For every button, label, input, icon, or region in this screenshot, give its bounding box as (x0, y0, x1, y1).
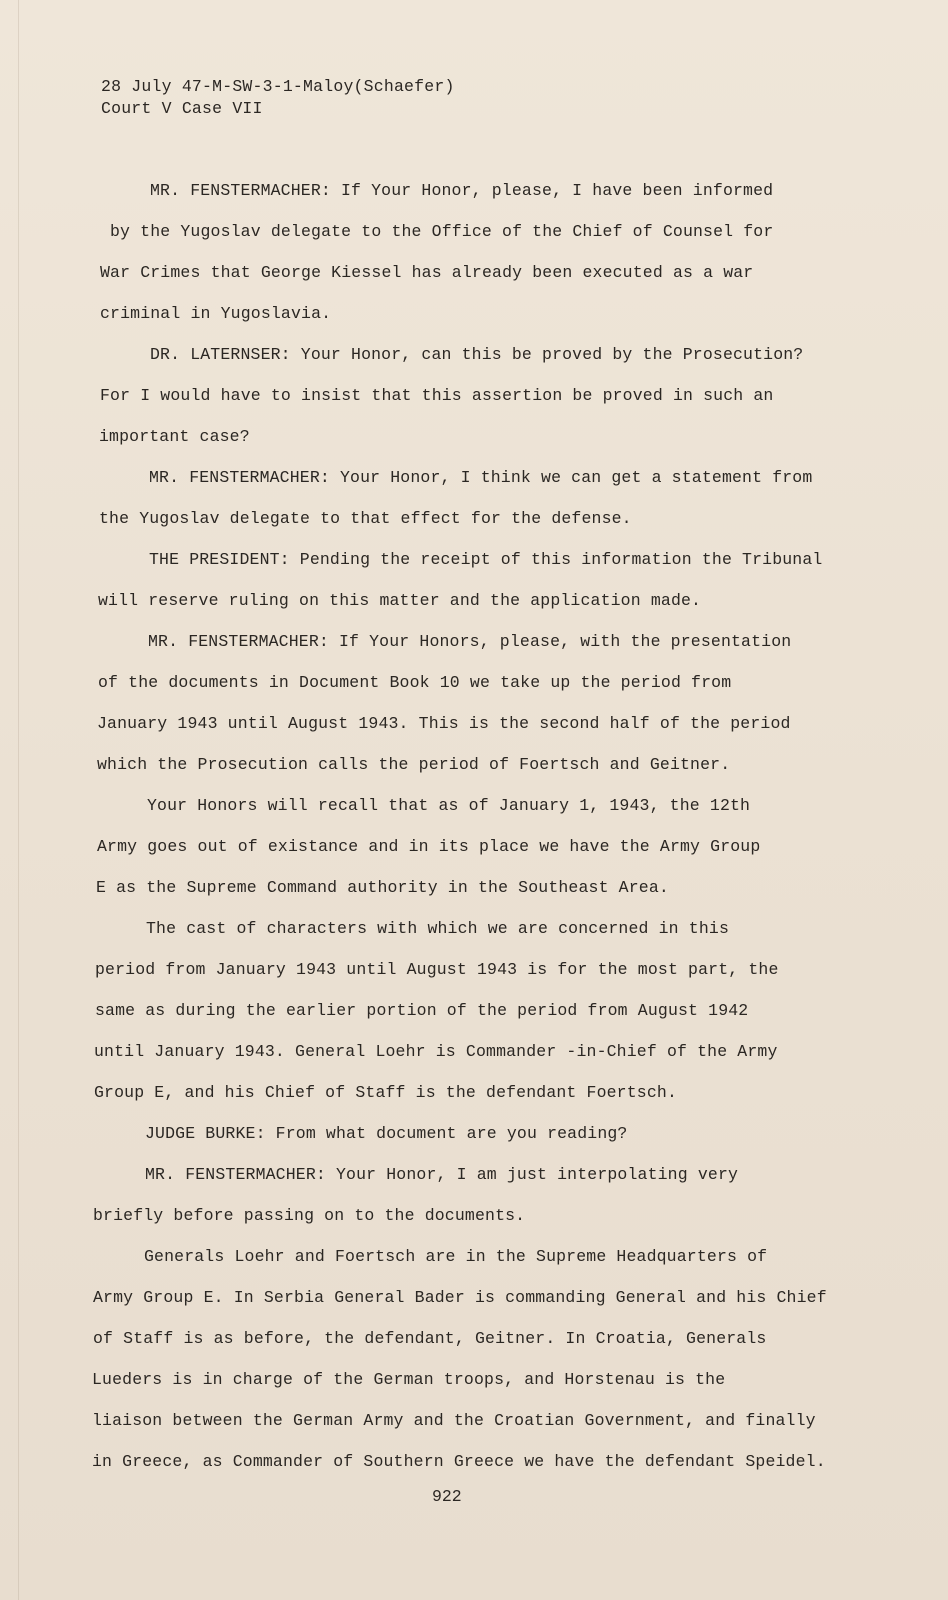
transcript-line: the Yugoslav delegate to that effect for the defense. (99, 509, 632, 528)
transcript-line: briefly before passing on to the documents. (93, 1206, 526, 1225)
transcript-line: liaison between the German Army and the Croatian Government, and finally (92, 1411, 816, 1430)
transcript-line: in Greece, as Commander of Southern Greece we have the defendant Speidel. (92, 1452, 826, 1471)
transcript-line: important case? (99, 427, 250, 446)
transcript-line: until January 1943. General Loehr is Commander -in-Chief of the Army (94, 1042, 778, 1061)
transcript-line: will reserve ruling on this matter and the application made. (98, 591, 702, 610)
transcript-line: Army Group E. In Serbia General Bader is commanding General and his Chief (93, 1288, 827, 1307)
transcript-line: of Staff is as before, the defendant, Geitner. In Croatia, Generals (93, 1329, 767, 1348)
transcript-line: Group E, and his Chief of Staff is the defendant Foertsch. (94, 1083, 677, 1102)
transcript-line: period from January 1943 until August 1943 is for the most part, the (95, 960, 779, 979)
transcript-line: which the Prosecution calls the period of Foertsch and Geitner. (97, 755, 731, 774)
transcript-line: Your Honors will recall that as of January 1, 1943, the 12th (147, 796, 751, 815)
transcript-line: MR. FENSTERMACHER: If Your Honors, please, with the presentation (148, 632, 792, 651)
transcript-line: January 1943 until August 1943. This is the second half of the period (97, 714, 791, 733)
transcript-line: of the documents in Document Book 10 we take up the period from (98, 673, 732, 692)
transcript-line: MR. FENSTERMACHER: If Your Honor, please, I have been informed (150, 181, 774, 200)
transcript-line: Army goes out of existance and in its place we have the Army Group (97, 837, 761, 856)
transcript-line: E as the Supreme Command authority in the Southeast Area. (96, 878, 669, 897)
transcript-line: For I would have to insist that this assertion be proved in such an (100, 386, 774, 405)
transcript-line: Lueders is in charge of the German troops, and Horstenau is the (92, 1370, 726, 1389)
transcript-line: criminal in Yugoslavia. (100, 304, 332, 323)
transcript-line: War Crimes that George Kiessel has already been executed as a war (100, 263, 754, 282)
header-court-case: Court V Case VII (101, 99, 263, 118)
transcript-line: same as during the earlier portion of the period from August 1942 (95, 1001, 749, 1020)
page-number: 922 (432, 1487, 462, 1506)
transcript-line: MR. FENSTERMACHER: Your Honor, I think we can get a statement from (149, 468, 813, 487)
transcript-line: Generals Loehr and Foertsch are in the Supreme Headquarters of (144, 1247, 768, 1266)
transcript-line: DR. LATERNSER: Your Honor, can this be proved by the Prosecution? (150, 345, 804, 364)
transcript-line: The cast of characters with which we are concerned in this (146, 919, 729, 938)
transcript-line: THE PRESIDENT: Pending the receipt of this information the Tribunal (149, 550, 823, 569)
transcript-line: by the Yugoslav delegate to the Office of the Chief of Counsel for (110, 222, 774, 241)
header-date-reference: 28 July 47-M-SW-3-1-Maloy(Schaefer) (101, 77, 455, 96)
transcript-line: MR. FENSTERMACHER: Your Honor, I am just interpolating very (145, 1165, 739, 1184)
transcript-line: JUDGE BURKE: From what document are you reading? (145, 1124, 628, 1143)
